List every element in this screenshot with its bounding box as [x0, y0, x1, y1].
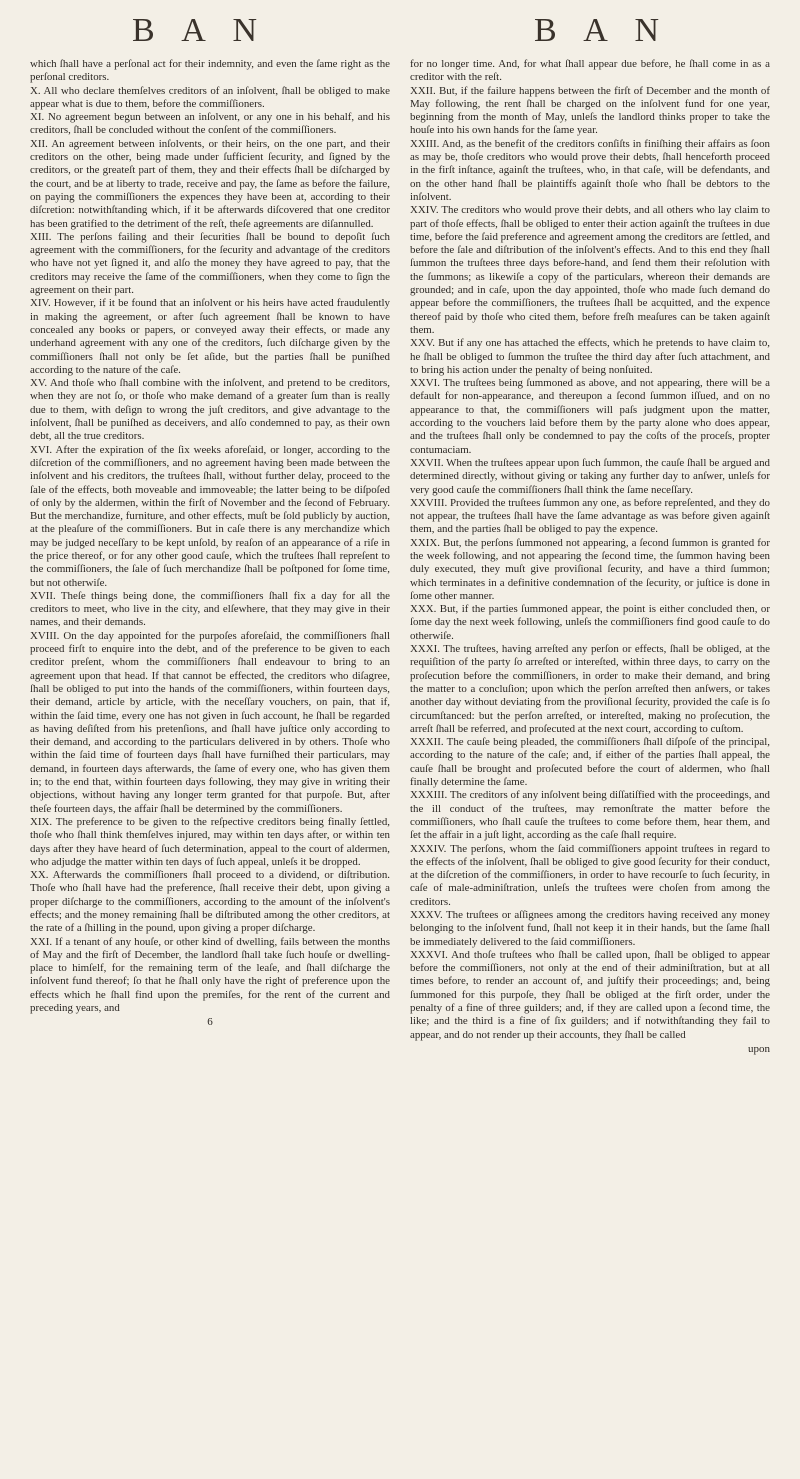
paragraph: for no longer time. And, for what ſhall appear due before, he ſhall come in as a creditor with the reſt.	[410, 58, 770, 84]
paragraph: XXXIII. The creditors of any inſolvent being diſſatiſfied with the proceedings, and the ill conduct of the truſtees, may remonſtrate the matter before the commiſſioners, who ſhall cauſe the truſtees to come before them, hear them, and ſet the affair in a juſt light, according as the caſe ſhall require.	[410, 789, 770, 842]
paragraph: XXIX. But, the perſons ſummoned not appearing, a ſecond ſummon is granted for the week following, and not appearing the ſecond time, the ſummon having been duly executed, they muſt give proviſional ſecurity, and have a third ſummon; which terminates in a definitive condemnation of the ſecurity, or juſtice is done in ſome other manner.	[410, 536, 770, 602]
paragraph: XXXVI. And thoſe truſtees who ſhall be called upon, ſhall be obliged to appear before the commiſſioners, not only at the end of their adminiſtration, but at all times before, to render an account of, and juſtify their proceedings; and, being ſummoned for this purpoſe, they ſhall be obliged at the firſt order, under the penalty of a fine of three guilders; and, if they are called upon a ſecond time, the like; and the third is a fine of ſix guilders; and if notwithſtanding they fail to appear, and do not render up their accounts, they ſhall be called	[410, 948, 770, 1041]
paragraph: XXXV. The truſtees or aſſignees among the creditors having received any money belonging to the inſolvent fund, ſhall not keep it in their hands, but the ſame ſhall be immediately delivered to the ſaid commiſſioners.	[410, 909, 770, 948]
paragraph: XXVI. The truſtees being ſummoned as above, and not appearing, there will be a default for non-appearance, and thereupon a ſecond ſummon iſſued, and on no appearance to that, the commiſſioners will paſs judgment upon the matter, according to the vouchers laid before them by the party alone who does appear, and the truſtees ſhall only be condemned to pay the coſts of the proceſs, propter contumaciam.	[410, 377, 770, 456]
paragraph: XXX. But, if the parties ſummoned appear, the point is either concluded then, or ſome day the next week following, unleſs the commiſſioners find good cauſe to do otherwiſe.	[410, 603, 770, 642]
catchword: upon	[748, 1042, 770, 1055]
paragraph: XXI. If a tenant of any houſe, or other kind of dwelling, fails between the months of May and the firſt of December, the landlord ſhall take ſuch houſe or dwelling-place to himſelf, for the remaining term of the leaſe, and ſhall diſcharge the inſolvent fund thereof; ſo that he ſhall only have the right of preference upon the effects which he ſhall find upon the premiſes, for the rent of the current and preceding years, and	[30, 935, 390, 1015]
paragraph: XIV. However, if it be found that an inſolvent or his heirs have acted fraudulently in making the agreement, or after ſuch agreement ſhall be known to have concealed any books or papers, or conveyed away their effects, or made any underhand agreement with any one of the creditors, ſuch diſcharge given by the commiſſioners ſhall not only be ſet aſide, but the parties ſhall be puniſhed according to the nature of the caſe.	[30, 297, 390, 376]
paragraph: XXVII. When the truſtees appear upon ſuch ſummon, the cauſe ſhall be argued and determined directly, without giving or taking any further day to anſwer, unleſs for very good cauſe the commiſſioners ſhall think the ſame neceſſary.	[410, 456, 770, 496]
paragraph: which ſhall have a perſonal act for their indemnity, and even the ſame right as the perſonal creditors.	[30, 58, 390, 84]
running-header	[0, 12, 800, 52]
page-number: 6	[207, 1016, 213, 1029]
paragraph: XXII. But, if the failure happens between the firſt of December and the month of May following, the rent ſhall be charged on the inſolvent fund for one year, beginning from the month of May, unleſs the landlord thinks proper to take the houſe into his own hands for the ſame year.	[410, 84, 770, 137]
paragraph: XX. Afterwards the commiſſioners ſhall proceed to a dividend, or diſtribution. Thoſe who ſhall have had the preference, ſhall receive their debt, upon giving a proper diſcharge to the commiſſioners, according to the amount of the inſolvent's effects; and the money remaining ſhall be diſtributed among the other creditors, at the rate of a ſhilling in the pound, upon giving a proper diſcharge.	[30, 869, 390, 935]
paragraph: XXXII. The cauſe being pleaded, the commiſſioners ſhall diſpoſe of the principal, according to the nature of the caſe; and, if either of the parties ſhall appeal, the cauſe ſhall be brought and proſecuted before the court of aldermen, who ſhall finally determine the ſame.	[410, 736, 770, 789]
paragraph: XVIII. On the day appointed for the purpoſes aforeſaid, the commiſſioners ſhall proceed firſt to enquire into the debt, and of the preference to be given to each creditor preſent, whom the commiſſioners ſhall endeavour to bring to an agreement upon that head. If that cannot be effected, the creditors who diſagree, ſhall be obliged to put into the hands of the commiſſioners, within fourteen days, their demand, article by article, with the neceſſary vouchers, on pain, that if, within the ſaid time, every one has not given in ſuch account, he ſhall be regarded as having deſiſted from his pretenſions, and ſhall have juſtice only according to their demand, and according to the particulars delivered in by others. Thoſe who within the ſaid time of fourteen days ſhall have furniſhed their particulars, may demand, in fourteen days afterwards, the ſame of every one, who has given them in; to the end that, within fourteen days following, they may give in writing their objections, without having any longer term granted for that purpoſe. But, after theſe fourteen days, the affair ſhall be determined by the commiſſioners.	[30, 629, 390, 815]
right-column	[410, 58, 770, 1438]
paragraph: XIX. The preference to be given to the reſpective creditors being finally ſettled, thoſe who ſhall think themſelves injured, may within ten days after, or within ten days after they have heard of ſuch determination, appeal to the court of aldermen, who adjudge the matter within ten days of ſuch appeal, unleſs it be dropped.	[30, 815, 390, 868]
paragraph: XVII. Theſe things being done, the commiſſioners ſhall fix a day for all the creditors to meet, who live in the city, and elſewhere, that they may give in their names, and their demands.	[30, 589, 390, 629]
paragraph: XI. No agreement begun between an inſolvent, or any one in his behalf, and his creditors, ſhall be concluded without the conſent of the commiſſioners.	[30, 111, 390, 137]
text-columns	[30, 58, 770, 1438]
paragraph: XXIII. And, as the benefit of the creditors conſiſts in finiſhing their affairs as ſoon as may be, thoſe creditors who would prove their debts, ſhall henceforth proceed in the firſt inſtance, againſt the truſtees, who, in that caſe, will be defendants, and on the other hand ſhall be plaintiffs againſt thoſe who ſhall be debtors to the inſolvent.	[410, 137, 770, 203]
paragraph: XIII. The perſons failing and their ſecurities ſhall be bound to depoſit ſuch agreement with the commiſſioners, for the ſecurity and advantage of the creditors who have not yet ſigned it, and alſo the money they have agreed to pay, that the creditors may receive the ſame of the commiſſioners, when they come to ſign the agreement on their part.	[30, 230, 390, 297]
paragraph: X. All who declare themſelves creditors of an inſolvent, ſhall be obliged to make appear what is due to them, before the commiſſioners.	[30, 84, 390, 110]
paragraph: XXV. But if any one has attached the effects, which he pretends to have claim to, he ſhall be obliged to ſummon the truſtee the third day after ſuch attachment, and to bring his action under the penalty of being nonſuited.	[410, 337, 770, 376]
paragraph: XVI. After the expiration of the ſix weeks aforeſaid, or longer, according to the diſcretion of the commiſſioners, and no agreement having been made between the inſolvent and his creditors, the truſtees ſhall, without further delay, proceed to the ſale of the effects, both moveable and immoveable; the latter being to be diſpoſed of only by the aldermen, within the firſt of November and the ſecond of February. But the merchandize, furniture, and other effects, muſt be ſold publicly by auction, at the pleaſure of the commiſſioners. But in caſe there is any merchandize which may be judged neceſſary to be kept unſold, by reaſon of an appearance of a riſe in the price thereof, or for any other good cauſe, which the truſtees ſhall repreſent to the commiſſioners, the ſale of ſuch merchandize ſhall be poſtponed for ſome time, but not otherwiſe.	[30, 443, 390, 589]
paragraph: XXVIII. Provided the truſtees ſummon any one, as before repreſented, and they do not appear, the truſtees ſhall have the ſame advantage as was before given againſt them, and the parties ſhall be obliged to pay the expence.	[410, 496, 770, 536]
paragraph: XV. And thoſe who ſhall combine with the inſolvent, and pretend to be creditors, when they are not ſo, or thoſe who make demand of a greater ſum than is really due to them, with deſign to wrong the juſt creditors, and give advantage to the inſolvent, ſhall be puniſhed as deceivers, and alſo condemned to pay, as their own debt, all the true creditors.	[30, 377, 390, 443]
paragraph: XII. An agreement between inſolvents, or their heirs, on the one part, and their creditors on the other, being made under ſufficient ſecurity, and ſigned by the creditors, or the greateſt part of them, they and their effects ſhall be diſcharged by the court, and be at liberty to trade, receive and pay, the ſame as before the failure, on paying the commiſſioners the expences they have been at, according to their diſcretion: notwithſtanding which, if it be afterwards diſcovered that one creditor has been gratified to the detriment of the reſt, theſe agreements are diſannulled.	[30, 137, 390, 230]
running-head-right: B A N	[534, 12, 670, 49]
paragraph: XXXI. The truſtees, having arreſted any perſon or effects, ſhall be obliged, at the requiſition of the party ſo arreſted or intereſted, within three days, to carry on the proſecution before the commiſſioners, in order to make their demand, and bring the matter to a concluſion; upon which the perſon arreſted then anſwers, or takes another day without deviating from the proviſional ſecurity, provided the caſe is ſo circumſtanced: but the perſon arreſted, or intereſted, making no proſecution, the arreſt ſhall be referred, and proſecuted at the next court, according to cuſtom.	[410, 643, 770, 735]
paragraph: XXXIV. The perſons, whom the ſaid commiſſioners appoint truſtees in regard to the effects of the inſolvent, ſhall be obliged to give good ſecurity for their conduct, at the diſcretion of the commiſſioners, in order to have recourſe to ſuch ſecurity, in caſe of male-adminiſtration, unleſs the truſtees were choſen from among the creditors.	[410, 842, 770, 908]
paragraph: XXIV. The creditors who would prove their debts, and all others who lay claim to part of thoſe effects, ſhall be obliged to enter their action againſt the truſtees in due time, before the ſaid preference and agreement among the creditors are ſettled, and before the ſale and diſtribution of the inſolvent's effects. And to this end they ſhall ſummon the truſtees three days before-hand, and ſend them their reſolution with the ſummons; as likewiſe a copy of the particulars, whereon their demands are grounded; and in caſe, upon the day appointed, thoſe who made ſuch demand do appear before the commiſſioners, the truſtees ſhall be acquitted, and the expence thereof paid by thoſe who cited them, before freſh meaſures can be taken againſt them.	[410, 204, 770, 336]
left-column	[30, 58, 390, 1438]
running-head-left: B A N	[132, 12, 268, 49]
